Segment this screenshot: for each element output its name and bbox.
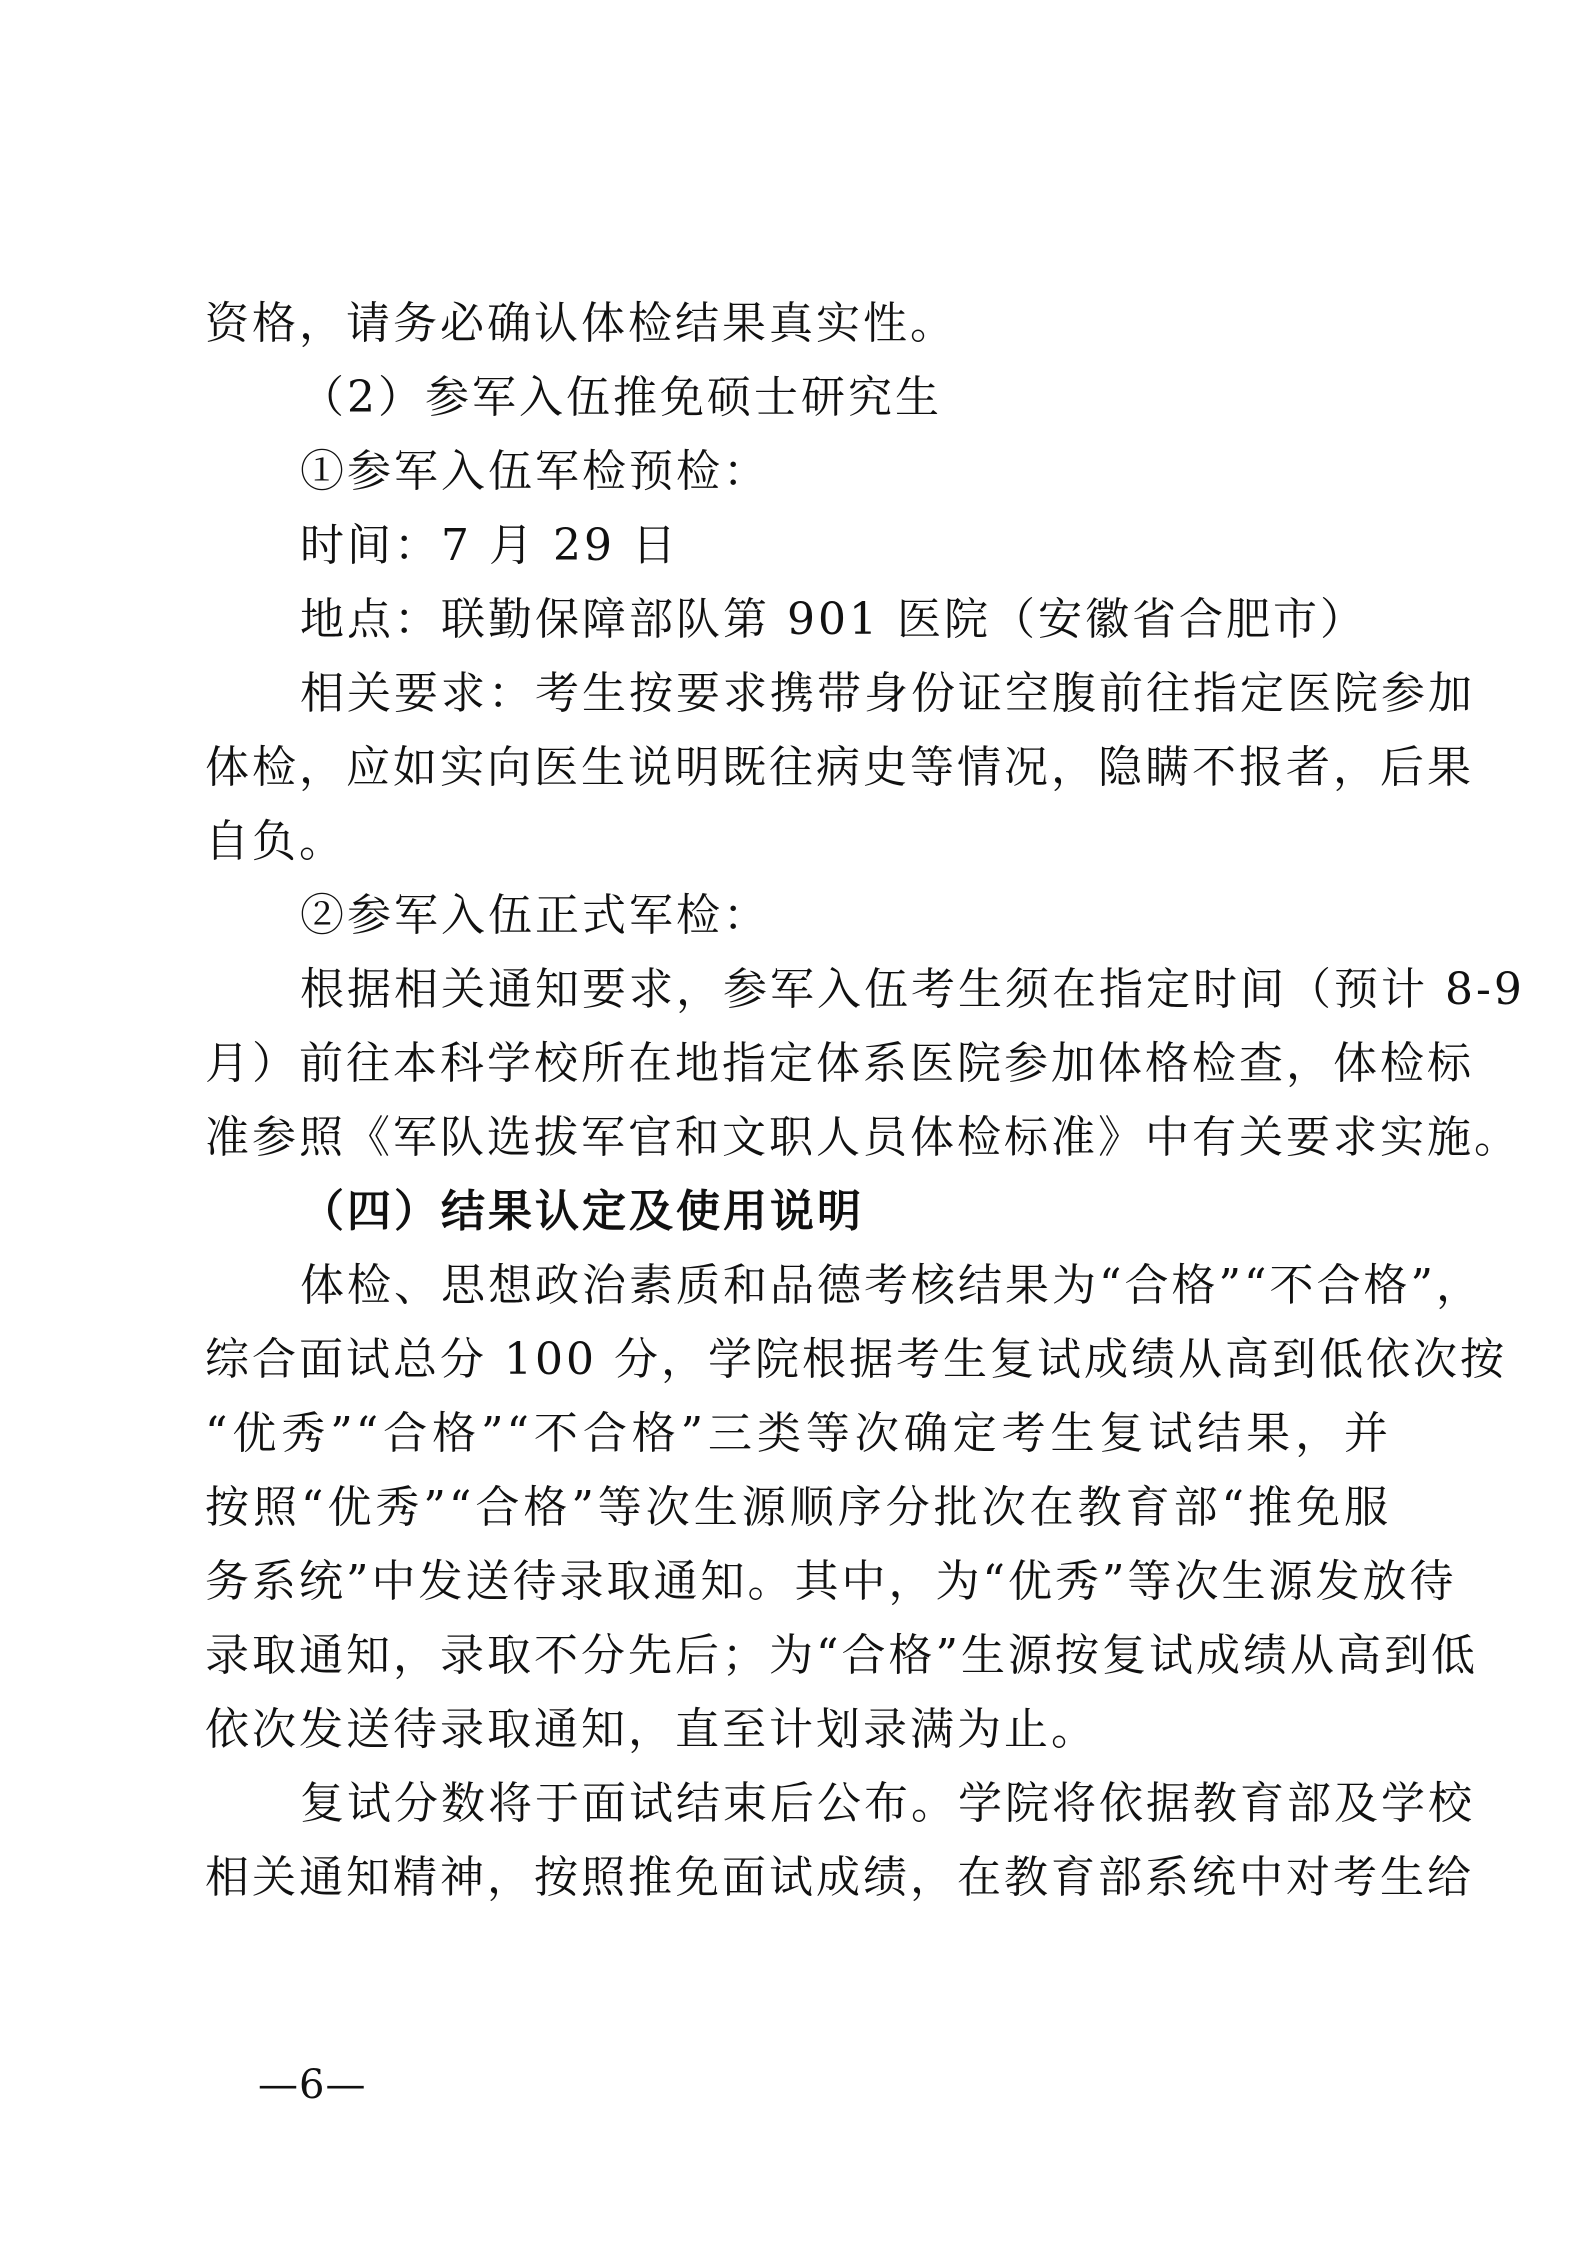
text-line-21: 复试分数将于面试结束后公布。学院将依据教育部及学校 (300, 1778, 1475, 1829)
text-line-20: 依次发送待录取通知，直至计划录满为止。 (205, 1704, 1098, 1755)
section-heading: （四）结果认定及使用说明 (300, 1186, 864, 1237)
text-line-3: ①参军入伍军检预检： (300, 446, 770, 497)
text-line-7: 体检，应如实向医生说明既往病史等情况，隐瞒不报者，后果 (205, 742, 1474, 793)
text-line-1: 资格，请务必确认体检结果真实性。 (205, 298, 957, 349)
text-line-22: 相关通知精神，按照推免面试成绩，在教育部系统中对考生给 (205, 1852, 1474, 1903)
text-line-9: ②参军入伍正式军检： (300, 890, 770, 941)
text-line-4: 时间：7 月 29 日 (300, 520, 679, 571)
text-line-15: 综合面试总分 100 分，学院根据考生复试成绩从高到低依次按 (205, 1334, 1507, 1385)
text-line-11: 月）前往本科学校所在地指定体系医院参加体格检查，体检标 (205, 1038, 1474, 1089)
text-line-14: 体检、思想政治素质和品德考核结果为“合格”“不合格”， (300, 1260, 1483, 1311)
text-line-16: “优秀”“合格”“不合格”三类等次确定考生复试结果，并 (205, 1408, 1391, 1459)
text-line-18: 务系统”中发送待录取通知。其中，为“优秀”等次生源发放待 (205, 1556, 1457, 1607)
page-number: —6— (258, 2062, 367, 2108)
text-line-6: 相关要求：考生按要求携带身份证空腹前往指定医院参加 (300, 668, 1475, 719)
text-line-2: （2）参军入伍推免硕士研究生 (300, 372, 942, 423)
text-line-17: 按照“优秀”“合格”等次生源顺序分批次在教育部“推免服 (205, 1482, 1391, 1533)
text-line-12: 准参照《军队选拔军官和文职人员体检标准》中有关要求实施。 (205, 1112, 1521, 1163)
text-line-5: 地点：联勤保障部队第 901 医院（安徽省合肥市） (300, 594, 1367, 645)
text-line-8: 自负。 (205, 816, 346, 867)
text-line-10: 根据相关通知要求，参军入伍考生须在指定时间（预计 8-9 (300, 964, 1525, 1015)
text-line-19: 录取通知，录取不分先后；为“合格”生源按复试成绩从高到低 (205, 1630, 1478, 1681)
